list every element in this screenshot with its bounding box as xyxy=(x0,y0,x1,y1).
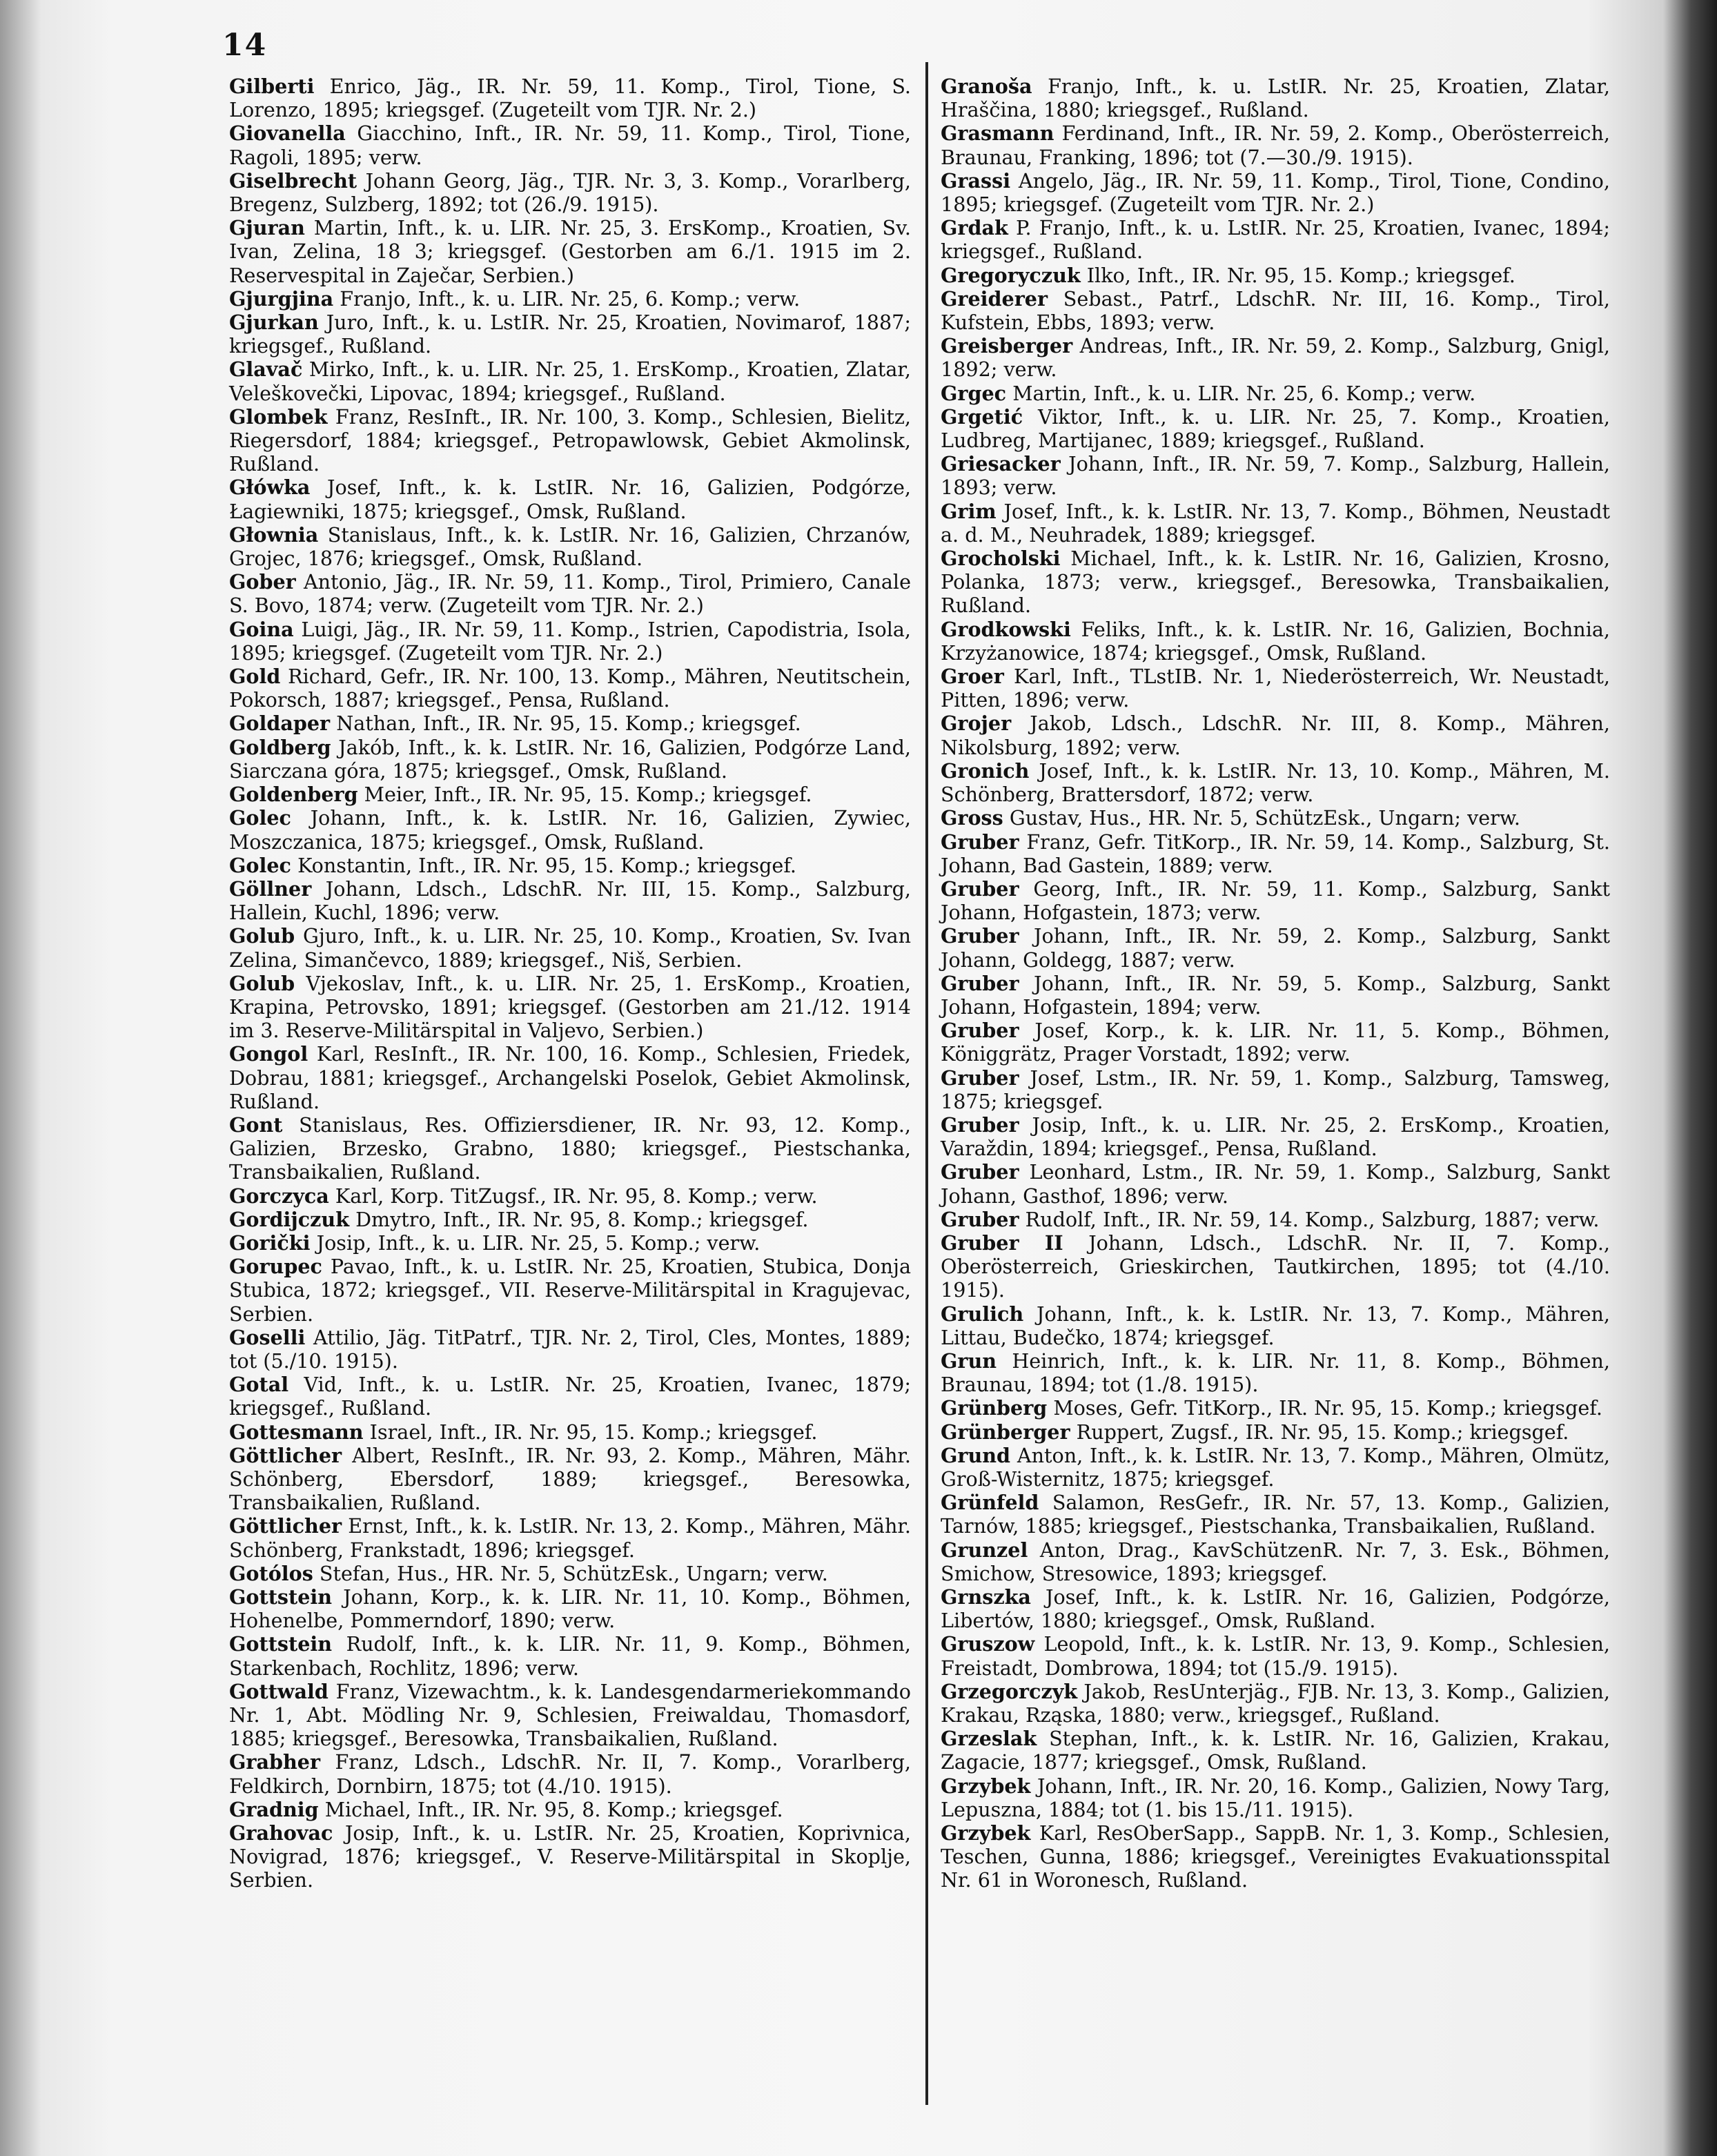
entry-details: Karl, Korp. TitZugsf., IR. Nr. 95, 8. Komp.; verw. xyxy=(335,1184,818,1208)
entry-details: Johann Georg, Jäg., TJR. Nr. 3, 3. Komp., Vorarlberg, Bregenz, Sulzberg, 1892; tot (26./9. 1915). xyxy=(229,168,912,217)
entry-surname: Goldaper xyxy=(229,712,331,736)
entry-surname: Gruber xyxy=(941,1066,1019,1090)
list-item xyxy=(941,1113,1610,1160)
entry-details: Franz, Vizewachtm., k. k. Landesgendarmeriekommando Nr. 1, Abt. Mödling Nr. 9, Schlesien, Freiwaldau, Thomasdorf, 1885; kriegsgef., Beresowka, Transbaikalien, Rußland. xyxy=(229,1679,911,1751)
entry-details: Gjuro, Inft., k. u. LIR. Nr. 25, 10. Komp., Kroatien, Sv. Ivan Zelina, Simančevco, 1889; kriegsgef., Niš, Serbien. xyxy=(229,924,911,972)
entry-details: Franjo, Inft., k. u. LIR. Nr. 25, 6. Komp.; verw. xyxy=(340,286,801,311)
list-item xyxy=(941,1632,1610,1679)
entry-details: Viktor, Inft., k. u. LIR. Nr. 25, 7. Komp., Kroatien, Ludbreg, Martijanec, 1889; kriegsgef., Rußland. xyxy=(941,404,1610,453)
entry-surname: Gruber xyxy=(941,971,1019,995)
list-item xyxy=(229,1255,911,1326)
list-item xyxy=(941,1420,1610,1444)
list-item xyxy=(229,1373,911,1420)
list-item xyxy=(941,1349,1610,1396)
entry-details: Pavao, Inft., k. u. LstIR. Nr. 25, Kroatien, Stubica, Donja Stubica, 1872; kriegsgef., VII. Reserve-Militärspital in Kragujevac, Serbien. xyxy=(229,1255,911,1326)
entry-surname: Gruber xyxy=(941,1160,1019,1184)
entry-surname: Gruber II xyxy=(941,1231,1063,1255)
entry-details: Leonhard, Lstm., IR. Nr. 59, 1. Komp., Salzburg, Sankt Johann, Gasthof, 1896; verw. xyxy=(941,1160,1610,1208)
entry-surname: Grunzel xyxy=(941,1538,1028,1562)
entry-surname: Gregoryczuk xyxy=(941,263,1081,287)
column-divider xyxy=(925,62,928,2105)
entry-surname: Grzegorczyk xyxy=(941,1679,1078,1703)
list-item xyxy=(229,618,911,665)
list-item xyxy=(941,1396,1610,1420)
list-item xyxy=(229,405,911,476)
entry-details: Johann, Inft., IR. Nr. 20, 16. Komp., Galizien, Nowy Targ, Lepuszna, 1884; tot (1. bis 15./11. 1915). xyxy=(941,1774,1610,1821)
entry-surname: Gottstein xyxy=(229,1632,333,1656)
list-item xyxy=(941,972,1610,1019)
list-item xyxy=(229,665,911,712)
list-item xyxy=(941,452,1610,499)
entry-details: Vid, Inft., k. u. LstIR. Nr. 25, Kroatien, Ivanec, 1879; kriegsgef., Rußland. xyxy=(229,1373,911,1420)
entry-surname: Göttlicher xyxy=(229,1514,342,1538)
list-item xyxy=(229,1208,911,1231)
list-item xyxy=(941,1538,1610,1585)
entry-surname: Gorczyca xyxy=(229,1184,329,1208)
entry-surname: Gruszow xyxy=(941,1632,1035,1656)
entry-details: Johann, Ldsch., LdschR. Nr. III, 15. Komp., Salzburg, Hallein, Kuchl, 1896; verw. xyxy=(229,876,911,925)
list-item xyxy=(941,806,1610,830)
entry-details: Richard, Gefr., IR. Nr. 100, 13. Komp., Mähren, Neutitschein, Pokorsch, 1887; kriegsgef., Pensa, Rußland. xyxy=(229,665,911,712)
list-item xyxy=(229,476,911,522)
entry-surname: Gruber xyxy=(941,876,1019,901)
entry-surname: Gruber xyxy=(941,1019,1019,1043)
entry-surname: Grünberger xyxy=(941,1420,1070,1444)
list-item xyxy=(941,618,1610,665)
entry-details: Karl, ResOberSapp., SappB. Nr. 1, 3. Komp., Schlesien, Teschen, Gunna, 1886; kriegsgef., Vereinigtes Evakuationsspital Nr. 61 in Woronesch, Rußland. xyxy=(941,1821,1610,1892)
list-item xyxy=(941,1444,1610,1491)
list-item xyxy=(941,1302,1610,1349)
list-item xyxy=(941,1208,1610,1231)
entry-surname: Gorupec xyxy=(229,1255,322,1279)
entry-surname: Gronich xyxy=(941,758,1030,783)
entry-details: Attilio, Jäg. TitPatrf., TJR. Nr. 2, Tirol, Cles, Montes, 1889; tot (5./10. 1915). xyxy=(229,1325,912,1373)
entry-surname: Glavač xyxy=(229,357,303,382)
entry-surname: Grund xyxy=(941,1443,1011,1467)
list-item xyxy=(229,1680,911,1751)
entry-details: Heinrich, Inft., k. k. LIR. Nr. 11, 8. Komp., Böhmen, Braunau, 1894; tot (1./8. 1915). xyxy=(941,1349,1611,1397)
entry-surname: Golec xyxy=(229,853,291,877)
entry-details: Enrico, Jäg., IR. Nr. 59, 11. Komp., Tirol, Tione, S. Lorenzo, 1895; kriegsgef. (Zugeteilt vom TJR. Nr. 2.) xyxy=(229,75,911,122)
entry-surname: Gruber xyxy=(941,830,1019,854)
entry-details: Leopold, Inft., k. k. LstIR. Nr. 13, 9. Komp., Schlesien, Freistadt, Dombrowa, 1894; tot (15./9. 1915). xyxy=(941,1632,1610,1680)
list-item xyxy=(941,1821,1610,1892)
entry-surname: Goselli xyxy=(229,1325,306,1349)
entry-surname: Gross xyxy=(941,806,1003,830)
entry-details: Johann, Inft., IR. Nr. 59, 5. Komp., Salzburg, Sankt Johann, Hofgastein, 1894; verw. xyxy=(941,971,1610,1019)
entry-details: Stefan, Hus., HR. Nr. 5, SchützEsk., Ungarn; verw. xyxy=(319,1561,828,1585)
entry-details: Martin, Inft., k. u. LIR. Nr. 25, 6. Komp.; verw. xyxy=(1012,381,1476,405)
list-item xyxy=(229,1326,911,1373)
entry-surname: Grun xyxy=(941,1349,997,1373)
entry-surname: Grocholski xyxy=(941,547,1061,571)
entry-surname: Gruber xyxy=(941,924,1019,948)
entry-details: Johann, Inft., k. k. LstIR. Nr. 13, 7. Komp., Mähren, Littau, Budečko, 1874; kriegsgef. xyxy=(941,1302,1610,1349)
entry-surname: Grzybek xyxy=(941,1774,1031,1798)
entry-details: Josip, Inft., k. u. LIR. Nr. 25, 5. Komp.; verw. xyxy=(316,1231,761,1255)
list-item xyxy=(941,830,1610,877)
entry-surname: Gjurkan xyxy=(229,311,319,335)
entry-details: Stanislaus, Res. Offiziersdiener, IR. Nr. 93, 12. Komp., Galizien, Brzesko, Grabno, 1880; kriegsgef., Piestschanka, Transbaikalien, Rußland. xyxy=(229,1113,911,1184)
list-item xyxy=(941,924,1610,971)
entry-surname: Grasmann xyxy=(941,121,1054,146)
list-item xyxy=(229,736,911,783)
list-item xyxy=(941,1231,1610,1302)
list-item xyxy=(229,287,911,311)
right-column xyxy=(941,75,1610,1892)
list-item xyxy=(941,1491,1610,1538)
entry-details: Angelo, Jäg., IR. Nr. 59, 11. Komp., Tirol, Tione, Condino, 1895; kriegsgef. (Zugeteilt vom TJR. Nr. 2.) xyxy=(941,168,1610,217)
list-item xyxy=(941,75,1610,121)
entry-details: Josip, Inft., k. u. LIR. Nr. 25, 2. ErsKomp., Kroatien, Varaždin, 1894; kriegsgef., Pensa, Rußland. xyxy=(941,1113,1611,1161)
entry-surname: Grassi xyxy=(941,168,1011,193)
list-item xyxy=(229,523,911,570)
entry-details: Jakob, ResUnterjäg., FJB. Nr. 13, 3. Komp., Galizien, Krakau, Rząska, 1880; verw., kriegsgef., Rußland. xyxy=(941,1679,1610,1727)
entry-surname: Göllner xyxy=(229,876,312,901)
entry-surname: Grdak xyxy=(941,216,1008,240)
entry-details: Franz, Gefr. TitKorp., IR. Nr. 59, 14. Komp., Salzburg, St. Johann, Bad Gastein, 1889; verw. xyxy=(941,830,1610,877)
entry-surname: Grulich xyxy=(941,1302,1024,1326)
entry-details: Jakób, Inft., k. k. LstIR. Nr. 16, Galizien, Podgórze Land, Siarczana góra, 1875; kriegsgef., Omsk, Rußland. xyxy=(229,735,911,783)
entry-details: Franz, Ldsch., LdschR. Nr. II, 7. Komp., Vorarlberg, Feldkirch, Dornbirn, 1875; tot (4./10. 1915). xyxy=(229,1750,911,1798)
list-item xyxy=(229,1750,911,1797)
entry-details: Michael, Inft., k. k. LstIR. Nr. 16, Galizien, Krosno, Polanka, 1873; verw., kriegsgef., Beresowka, Transbaikalien, Rußland. xyxy=(941,547,1610,618)
entry-details: Josip, Inft., k. u. LstIR. Nr. 25, Kroatien, Koprivnica, Novigrad, 1876; kriegsgef., V. Reserve-Militärspital in Skoplje, Serbien. xyxy=(229,1821,911,1892)
list-item xyxy=(941,1585,1610,1632)
entry-surname: Gjuran xyxy=(229,216,305,240)
list-item xyxy=(941,712,1610,758)
entry-details: P. Franjo, Inft., k. u. LstIR. Nr. 25, Kroatien, Ivanec, 1894; kriegsgef., Rußland. xyxy=(941,216,1610,264)
list-item xyxy=(941,287,1610,334)
list-item xyxy=(229,75,911,121)
list-item xyxy=(229,1798,911,1821)
entry-surname: Groer xyxy=(941,665,1004,689)
list-item xyxy=(229,1562,911,1585)
list-item xyxy=(941,334,1610,381)
entry-surname: Giselbrecht xyxy=(229,168,357,193)
entry-details: Stephan, Inft., k. k. LstIR. Nr. 16, Galizien, Krakau, Zagacie, 1877; kriegsgef., Omsk, Rußland. xyxy=(941,1727,1610,1774)
list-item xyxy=(941,759,1610,806)
entry-details: Michael, Inft., IR. Nr. 95, 8. Komp.; kriegsgef. xyxy=(324,1797,783,1821)
entry-surname: Goldenberg xyxy=(229,783,358,807)
list-item xyxy=(229,712,911,735)
entry-details: Karl, Inft., TLstIB. Nr. 1, Niederösterreich, Wr. Neustadt, Pitten, 1896; verw. xyxy=(941,665,1610,712)
entry-surname: Goina xyxy=(229,617,294,641)
list-item xyxy=(229,1113,911,1184)
entry-details: Salamon, ResGefr., IR. Nr. 57, 13. Komp., Galizien, Tarnów, 1885; kriegsgef., Piestschanka, Transbaikalien, Rußland. xyxy=(941,1491,1610,1538)
entry-surname: Gottstein xyxy=(229,1585,333,1609)
entry-surname: Grahovac xyxy=(229,1821,333,1845)
list-item xyxy=(229,121,911,168)
entry-surname: Gradnig xyxy=(229,1797,319,1821)
list-item xyxy=(229,1420,911,1444)
list-item xyxy=(229,1821,911,1892)
entry-details: Josef, Inft., k. k. LstIR. Nr. 16, Galizien, Podgórze, Łagiewniki, 1875; kriegsgef., Omsk, Rußland. xyxy=(229,476,911,523)
entry-details: Feliks, Inft., k. k. LstIR. Nr. 16, Galizien, Bochnia, Krzyżanowice, 1874; kriegsgef., Omsk, Rußland. xyxy=(941,617,1610,665)
left-column xyxy=(229,75,911,1892)
list-item xyxy=(229,1444,911,1515)
list-item xyxy=(941,1680,1610,1727)
entry-details: Antonio, Jäg., IR. Nr. 59, 11. Komp., Tirol, Primiero, Canale S. Bovo, 1874; verw. (Zugeteilt vom TJR. Nr. 2.) xyxy=(229,570,912,618)
list-item xyxy=(941,405,1610,452)
entry-surname: Gongol xyxy=(229,1042,308,1066)
entry-surname: Grojer xyxy=(941,712,1012,736)
list-item xyxy=(941,264,1610,287)
entry-surname: Golub xyxy=(229,971,295,995)
entry-details: Josef, Korp., k. k. LIR. Nr. 11, 5. Komp., Böhmen, Königgrätz, Prager Vorstadt, 1892; verw. xyxy=(941,1019,1610,1066)
entry-surname: Grgec xyxy=(941,381,1007,405)
entry-details: Mirko, Inft., k. u. LIR. Nr. 25, 1. ErsKomp., Kroatien, Zlatar, Veleškovečki, Lipovac, 1894; kriegsgef., Rußland. xyxy=(229,357,911,405)
entry-surname: Głownia xyxy=(229,522,319,547)
list-item xyxy=(229,877,911,924)
entry-details: Luigi, Jäg., IR. Nr. 59, 11. Komp., Istrien, Capodistria, Isola, 1895; kriegsgef. (Zugeteilt vom TJR. Nr. 2.) xyxy=(229,617,911,665)
entry-surname: Grodkowski xyxy=(941,617,1071,641)
entry-details: Johann, Inft., IR. Nr. 59, 7. Komp., Salzburg, Hallein, 1893; verw. xyxy=(941,452,1610,500)
entry-surname: Gilberti xyxy=(229,75,315,98)
entry-details: Johann, Inft., k. k. LstIR. Nr. 16, Galizien, Zywiec, Moszczanica, 1875; kriegsgef., Omsk, Rußland. xyxy=(229,806,911,854)
list-item xyxy=(941,216,1610,263)
entry-details: Franz, ResInft., IR. Nr. 100, 3. Komp., Schlesien, Bielitz, Riegersdorf, 1884; kriegsgef., Petropawlowsk, Gebiet Akmolinsk, Rußland. xyxy=(229,404,911,476)
entry-details: Andreas, Inft., IR. Nr. 59, 2. Komp., Salzburg, Gnigl, 1892; verw. xyxy=(941,334,1610,382)
list-item xyxy=(941,877,1610,924)
list-item xyxy=(941,1019,1610,1066)
entry-details: Jakob, Ldsch., LdschR. Nr. III, 8. Komp., Mähren, Nikolsburg, 1892; verw. xyxy=(941,712,1610,759)
list-item xyxy=(229,1585,911,1632)
entry-surname: Gold xyxy=(229,665,281,689)
entry-details: Ernst, Inft., k. k. LstIR. Nr. 13, 2. Komp., Mähren, Mähr. Schönberg, Frankstadt, 1896; kriegsgef. xyxy=(229,1514,911,1562)
entry-surname: Grim xyxy=(941,499,997,523)
entry-details: Franjo, Inft., k. u. LstIR. Nr. 25, Kroatien, Zlatar, Hraščina, 1880; kriegsgef., Rußland. xyxy=(941,75,1610,122)
entry-surname: Gober xyxy=(229,570,296,594)
list-item xyxy=(229,972,911,1043)
list-item xyxy=(229,924,911,971)
entry-surname: Golec xyxy=(229,806,291,830)
entry-details: Moses, Gefr. TitKorp., IR. Nr. 95, 15. Komp.; kriegsgef. xyxy=(1053,1396,1602,1420)
entry-details: Martin, Inft., k. u. LIR. Nr. 25, 3. ErsKomp., Kroatien, Sv. Ivan, Zelina, 18 3; kriegsgef. (Gestorben am 6./1. 1915 im 2. Reservespital in Zaječar, Serbien.) xyxy=(229,216,911,287)
entry-details: Ruppert, Zugsf., IR. Nr. 95, 15. Komp.; kriegsgef. xyxy=(1076,1420,1569,1444)
list-item xyxy=(941,121,1610,168)
entry-surname: Gont xyxy=(229,1113,283,1137)
entry-details: Johann, Ldsch., LdschR. Nr. II, 7. Komp., Oberösterreich, Grieskirchen, Tautkirchen, 1895; tot (4./10. 1915). xyxy=(941,1231,1610,1302)
list-item xyxy=(229,357,911,404)
list-item xyxy=(229,1632,911,1679)
entry-surname: Grünberg xyxy=(941,1396,1048,1420)
entry-details: Ferdinand, Inft., IR. Nr. 59, 2. Komp., Oberösterreich, Braunau, Franking, 1896; tot (7.—30./9. 1915). xyxy=(941,121,1610,169)
entry-details: Anton, Drag., KavSchützenR. Nr. 7, 3. Esk., Böhmen, Smichow, Stresowice, 1893; kriegsgef. xyxy=(941,1538,1610,1585)
entry-surname: Gottesmann xyxy=(229,1420,364,1444)
entry-details: Vjekoslav, Inft., k. u. LIR. Nr. 25, 1. ErsKomp., Kroatien, Krapina, Petrovsko, 1891; kriegsgef. (Gestorben am 21./12. 1914 im 3. Reserve-Militärspital in Valjevo, Serbien.) xyxy=(229,971,911,1043)
entry-details: Josef, Inft., k. k. LstIR. Nr. 13, 7. Komp., Böhmen, Neustadt a. d. M., Neuhradek, 1889; kriegsgef. xyxy=(941,499,1610,547)
list-item xyxy=(941,1727,1610,1774)
list-item xyxy=(229,169,911,216)
list-item xyxy=(941,547,1610,618)
entry-details: Johann, Korp., k. k. LIR. Nr. 11, 10. Komp., Böhmen, Hohenelbe, Pommerndorf, 1890; verw. xyxy=(229,1585,911,1633)
list-item xyxy=(229,1184,911,1208)
entry-details: Dmytro, Inft., IR. Nr. 95, 8. Komp.; kriegsgef. xyxy=(355,1207,809,1231)
entry-surname: Gordijczuk xyxy=(229,1207,350,1231)
entry-details: Juro, Inft., k. u. LstIR. Nr. 25, Kroatien, Novimarof, 1887; kriegsgef., Rußland. xyxy=(229,311,911,358)
entry-surname: Grgetić xyxy=(941,404,1023,429)
entry-surname: Granoša xyxy=(941,75,1032,98)
entry-surname: Golub xyxy=(229,924,295,948)
entry-details: Ilko, Inft., IR. Nr. 95, 15. Komp.; kriegsgef. xyxy=(1086,263,1515,287)
list-item xyxy=(941,500,1610,547)
list-item xyxy=(229,1042,911,1113)
page-number: 14 xyxy=(222,28,268,63)
entry-details: Josef, Lstm., IR. Nr. 59, 1. Komp., Salzburg, Tamsweg, 1875; kriegsgef. xyxy=(941,1066,1610,1113)
list-item xyxy=(229,216,911,287)
entry-surname: Göttlicher xyxy=(229,1443,342,1467)
entry-details: Sebast., Patrf., LdschR. Nr. III, 16. Komp., Tirol, Kufstein, Ebbs, 1893; verw. xyxy=(941,286,1610,335)
entry-details: Karl, ResInft., IR. Nr. 100, 16. Komp., Schlesien, Friedek, Dobrau, 1881; kriegsgef., Archangelski Poselok, Gebiet Akmolinsk, Rußland. xyxy=(229,1042,911,1113)
entry-details: Josef, Inft., k. k. LstIR. Nr. 13, 10. Komp., Mähren, M. Schönberg, Brattersdorf, 1872; verw. xyxy=(941,758,1610,807)
entry-surname: Giovanella xyxy=(229,121,346,146)
list-item xyxy=(229,1514,911,1561)
entry-surname: Gotólos xyxy=(229,1561,313,1585)
list-item xyxy=(941,1066,1610,1113)
entry-details: Stanislaus, Inft., k. k. LstIR. Nr. 16, Galizien, Chrzanów, Grojec, 1876; kriegsgef., Omsk, Rußland. xyxy=(229,522,911,571)
entry-surname: Grabher xyxy=(229,1750,321,1774)
list-item xyxy=(941,1160,1610,1207)
entry-surname: Gottwald xyxy=(229,1679,328,1703)
entry-details: Meier, Inft., IR. Nr. 95, 15. Komp.; kriegsgef. xyxy=(364,783,812,807)
entry-details: Nathan, Inft., IR. Nr. 95, 15. Komp.; kriegsgef. xyxy=(336,712,801,736)
list-item xyxy=(229,1231,911,1255)
entry-surname: Grünfeld xyxy=(941,1491,1039,1515)
entry-details: Konstantin, Inft., IR. Nr. 95, 15. Komp.; kriegsgef. xyxy=(297,853,797,877)
entry-surname: Grzeslak xyxy=(941,1727,1037,1751)
entry-surname: Greisberger xyxy=(941,334,1073,358)
list-item xyxy=(941,382,1610,405)
list-item xyxy=(229,854,911,877)
entry-surname: Gruber xyxy=(941,1113,1019,1137)
list-item xyxy=(941,1774,1610,1821)
entry-surname: Gjurgjina xyxy=(229,286,334,311)
entry-details: Josef, Inft., k. k. LstIR. Nr. 16, Galizien, Podgórze, Libertów, 1880; kriegsgef., Omsk, Rußland. xyxy=(941,1585,1610,1633)
list-item xyxy=(229,783,911,806)
entry-surname: Gruber xyxy=(941,1207,1019,1231)
entry-surname: Greiderer xyxy=(941,286,1048,311)
list-item xyxy=(941,169,1610,216)
list-item xyxy=(229,570,911,617)
entry-surname: Gorički xyxy=(229,1231,311,1255)
entry-surname: Glombek xyxy=(229,404,328,429)
entry-surname: Griesacker xyxy=(941,452,1061,476)
list-item xyxy=(941,665,1610,712)
list-item xyxy=(229,806,911,853)
list-item xyxy=(229,311,911,357)
entry-details: Rudolf, Inft., IR. Nr. 59, 14. Komp., Salzburg, 1887; verw. xyxy=(1025,1207,1600,1231)
entry-surname: Grzybek xyxy=(941,1821,1031,1845)
entry-details: Anton, Inft., k. k. LstIR. Nr. 13, 7. Komp., Mähren, Olmütz, Groß-Wisternitz, 1875; kriegsgef. xyxy=(941,1443,1610,1491)
entry-details: Georg, Inft., IR. Nr. 59, 11. Komp., Salzburg, Sankt Johann, Hofgastein, 1873; verw. xyxy=(941,876,1610,925)
entry-surname: Goldberg xyxy=(229,735,331,759)
entry-details: Israel, Inft., IR. Nr. 95, 15. Komp.; kriegsgef. xyxy=(369,1420,818,1444)
entry-surname: Główka xyxy=(229,476,311,500)
entry-details: Rudolf, Inft., k. k. LIR. Nr. 11, 9. Komp., Böhmen, Starkenbach, Rochlitz, 1896; verw. xyxy=(229,1632,911,1680)
entry-details: Gustav, Hus., HR. Nr. 5, SchützEsk., Ungarn; verw. xyxy=(1009,806,1521,830)
entry-details: Giacchino, Inft., IR. Nr. 59, 11. Komp., Tirol, Tione, Ragoli, 1895; verw. xyxy=(229,121,911,169)
entry-surname: Grnszka xyxy=(941,1585,1031,1609)
entry-details: Johann, Inft., IR. Nr. 59, 2. Komp., Salzburg, Sankt Johann, Goldegg, 1887; verw. xyxy=(941,924,1610,972)
entry-surname: Gotal xyxy=(229,1373,289,1397)
entry-details: Albert, ResInft., IR. Nr. 93, 2. Komp., Mähren, Mähr. Schönberg, Ebersdorf, 1889; kriegsgef., Beresowka, Transbaikalien, Rußland. xyxy=(229,1443,912,1515)
